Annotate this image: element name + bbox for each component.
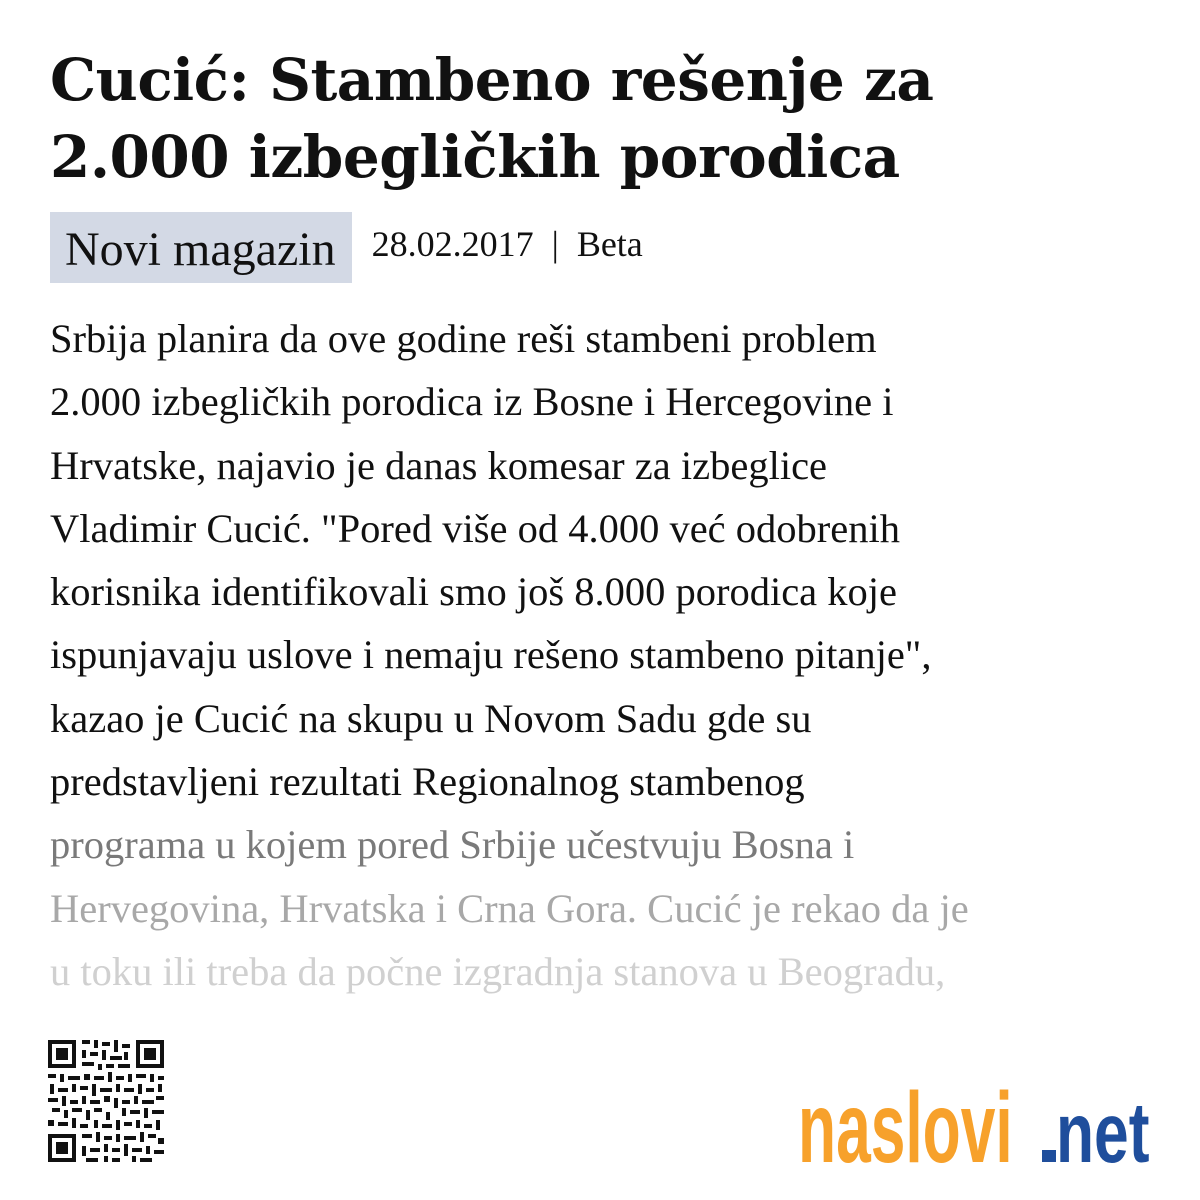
logo-text-net: net — [1056, 1084, 1150, 1172]
article-line: Hrvatske, najavio je danas komesar za izbeglice — [50, 442, 828, 488]
source-badge[interactable]: Novi magazin — [50, 212, 352, 283]
logo-text-naslovi: naslovi — [798, 1070, 1013, 1172]
meta-separator: | — [551, 224, 559, 264]
article-line: 2.000 izbegličkih porodica iz Bosne i Hercegovine i — [50, 379, 894, 425]
meta-info — [372, 224, 643, 264]
article-line: predstavljeni rezultati Regionalnog stambenog — [50, 759, 805, 805]
article-headline — [50, 42, 1150, 196]
headline-line-1: Cucić: Stambeno rešenje za — [50, 46, 934, 114]
article-agency: Beta — [576, 224, 643, 264]
naslovi-net-logo[interactable] — [798, 1062, 1170, 1172]
article-line: Hervegovina, Hrvatska i Crna Gora. Cucić je rekao da je — [50, 885, 969, 931]
headline-line-2: 2.000 izbegličkih porodica — [50, 123, 900, 191]
article-line: programa u kojem pored Srbije učestvuju Bosna i — [50, 822, 855, 868]
article-line: u toku ili treba da počne izgradnja stanova u Beogradu, — [50, 948, 946, 994]
article-line: Srbija planira da ove godine reši stambeni problem — [50, 316, 877, 361]
article-line: Vladimir Cucić. "Pored više od 4.000 već odobrenih — [50, 505, 900, 551]
article-line: korisnika identifikovali smo još 8.000 porodica koje — [50, 569, 897, 615]
logo-dot — [1042, 1150, 1056, 1162]
article-line: kazao je Cucić na skupu u Novom Sadu gde su — [50, 695, 812, 741]
article-meta — [50, 212, 643, 283]
qr-code-icon[interactable] — [46, 1038, 166, 1164]
article-date: 28.02.2017 — [371, 224, 534, 264]
article-line: ispunjavaju uslove i nemaju rešeno stambeno pitanje", — [50, 632, 932, 678]
article-body — [50, 307, 1170, 1003]
